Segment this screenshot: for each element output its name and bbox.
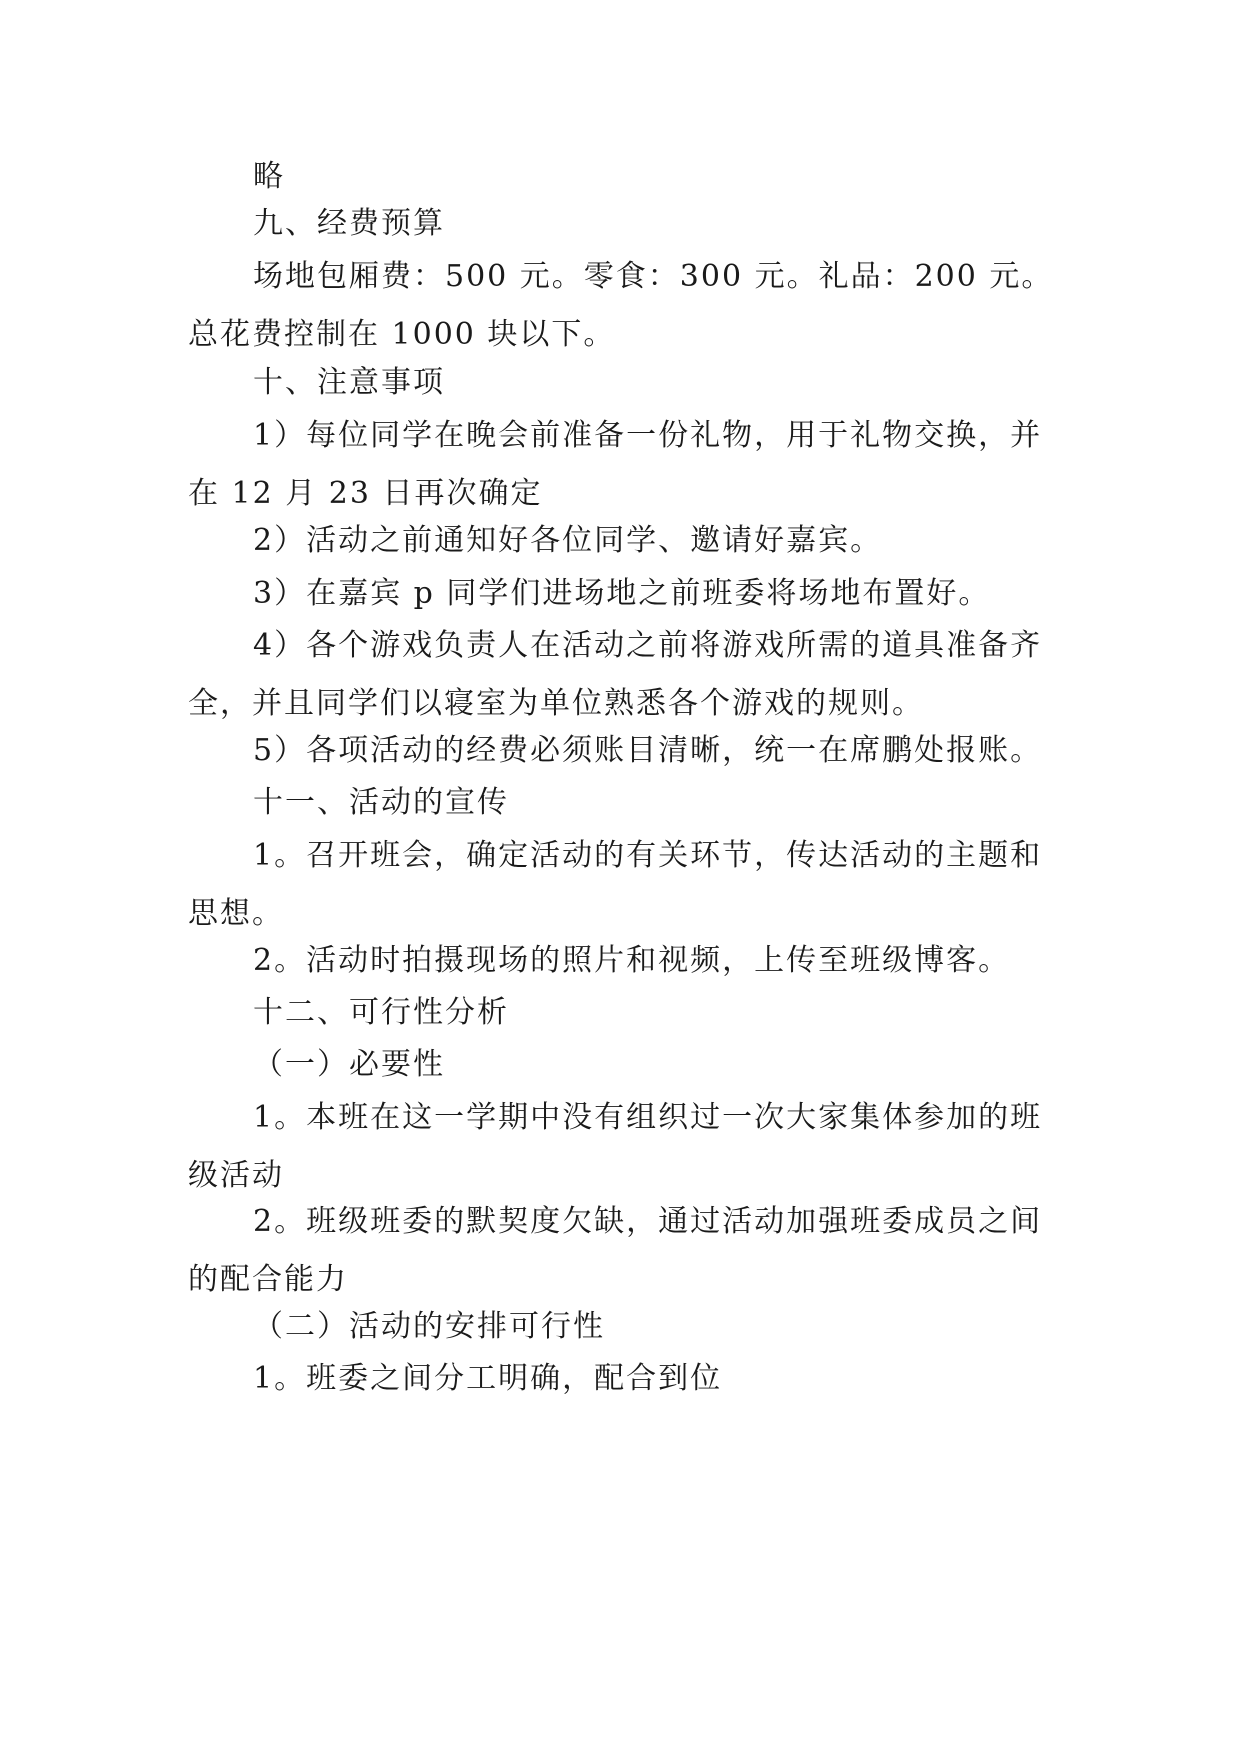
paragraph-note-4: 4）各个游戏负责人在活动之前将游戏所需的道具准备齐全，并且同学们以寝室为单位熟悉各个游戏的规则。 bbox=[188, 628, 1043, 721]
paragraph-note-3: 3）在嘉宾 p 同学们进场地之前班委将场地布置好。 bbox=[253, 576, 991, 611]
paragraph-necessity-1: 1。本班在这一学期中没有组织过一次大家集体参加的班级活动 bbox=[188, 1100, 1043, 1193]
paragraph-note-1: 1）每位同学在晚会前准备一份礼物，用于礼物交换，并在 12 月 23 日再次确定 bbox=[188, 418, 1043, 511]
paragraph-note-2: 2）活动之前通知好各位同学、邀请好嘉宾。 bbox=[253, 523, 883, 558]
heading-promotion: 十一、活动的宣传 bbox=[253, 785, 509, 820]
paragraph-promotion-1: 1。召开班会，确定活动的有关环节，传达活动的主题和思想。 bbox=[188, 838, 1043, 931]
subheading-necessity: （一）必要性 bbox=[253, 1047, 445, 1082]
heading-notes: 十、注意事项 bbox=[253, 365, 445, 400]
paragraph-promotion-2: 2。活动时拍摄现场的照片和视频，上传至班级博客。 bbox=[253, 943, 1011, 978]
subheading-arrangement-feasibility: （二）活动的安排可行性 bbox=[253, 1309, 605, 1344]
paragraph-necessity-2: 2。班级班委的默契度欠缺，通过活动加强班委成员之间的配合能力 bbox=[188, 1204, 1043, 1297]
paragraph-omitted: 略 bbox=[253, 159, 285, 194]
paragraph-arrangement-1: 1。班委之间分工明确，配合到位 bbox=[253, 1361, 723, 1396]
heading-feasibility: 十二、可行性分析 bbox=[253, 995, 509, 1030]
heading-budget: 九、经费预算 bbox=[253, 206, 445, 241]
paragraph-note-5: 5）各项活动的经费必须账目清晰，统一在席鹏处报账。 bbox=[253, 733, 1043, 768]
paragraph-budget-details: 场地包厢费：500 元。零食：300 元。礼品：200 元。总花费控制在 1000 块以下。 bbox=[188, 259, 1054, 352]
